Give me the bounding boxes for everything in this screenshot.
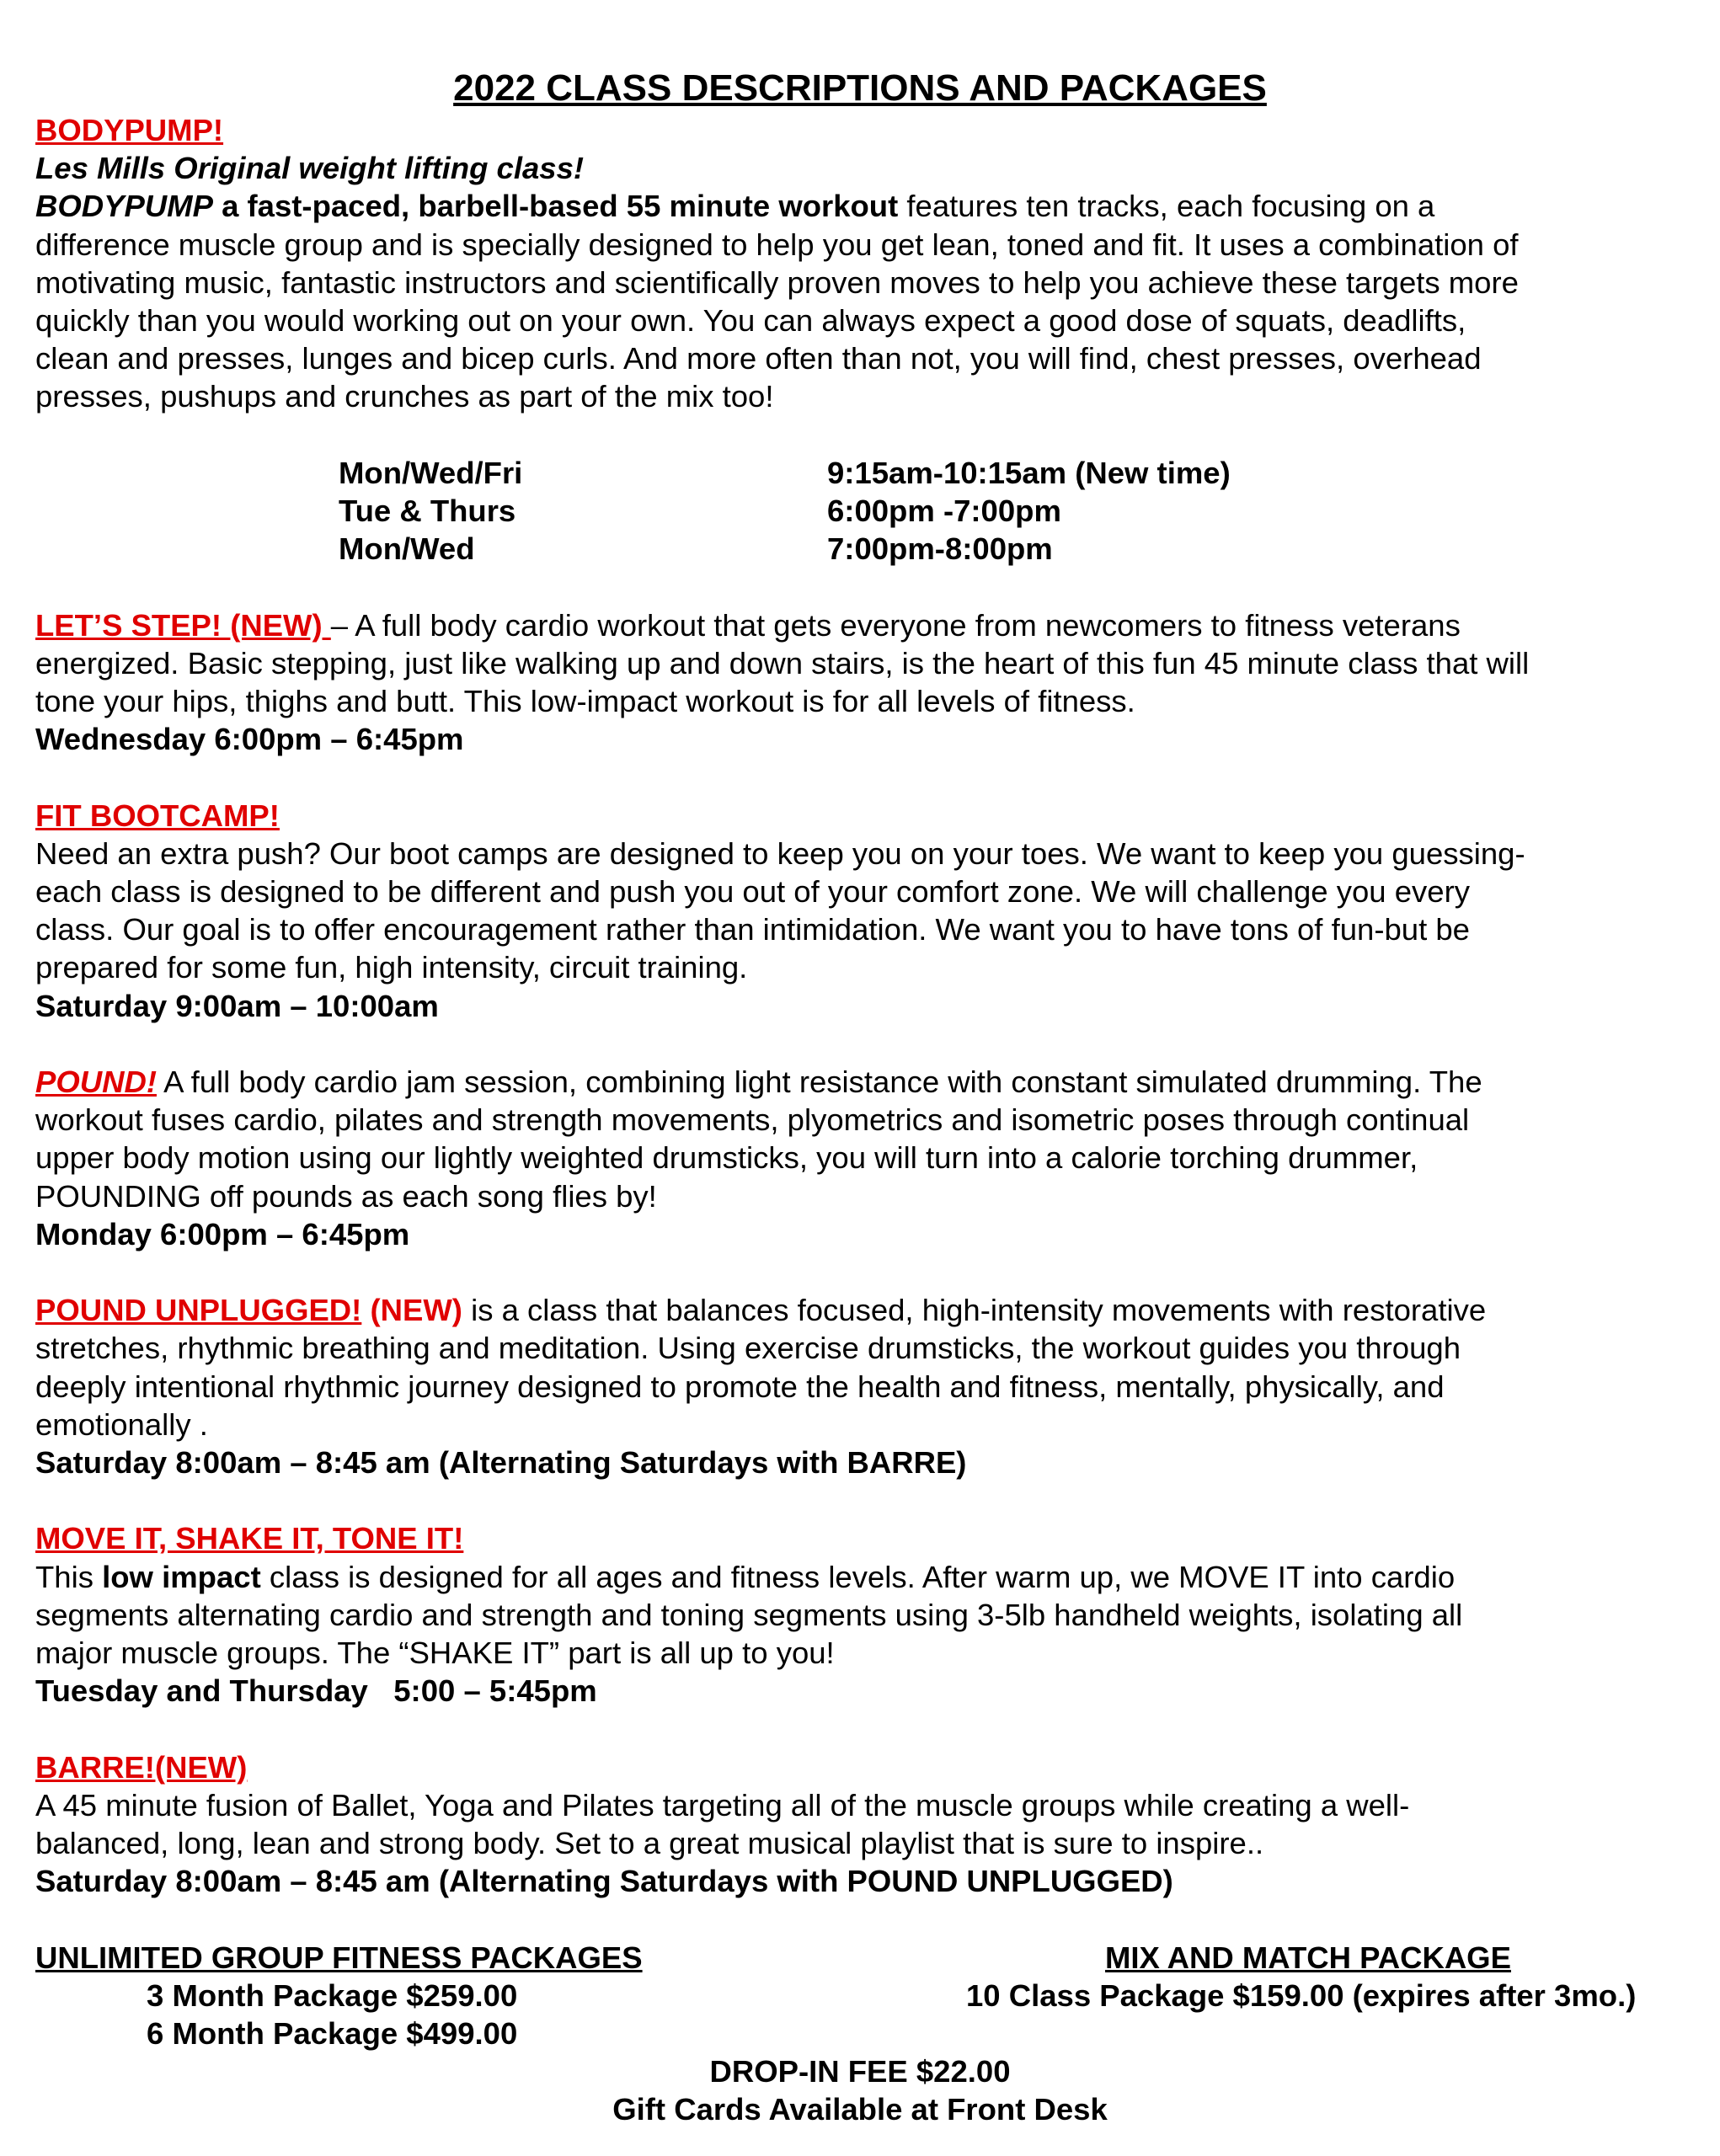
lets-step-desc-line <box>35 606 1686 644</box>
pound-unplugged-desc-line: stretches, rhythmic breathing and meditation. Using exercise drumsticks, the workout guides you through <box>35 1331 1461 1366</box>
bodypump-desc-line: clean and presses, lunges and bicep curls. And more often than not, you will find, chest presses, overhead <box>35 341 1482 376</box>
package-item: 3 Month Package $259.00 <box>147 1977 518 2013</box>
move-it-line-bold: low impact <box>102 1559 261 1594</box>
lets-step-line-text: – A full body cardio workout that gets everyone from newcomers to fitness veterans <box>330 607 1461 643</box>
section-barre <box>35 1748 1686 1901</box>
schedule-row <box>35 492 1686 530</box>
lets-step-heading: LET’S STEP! (NEW) <box>35 607 331 643</box>
gift-cards-note: Gift Cards Available at Front Desk <box>612 2092 1108 2127</box>
bootcamp-desc-line: class. Our goal is to offer encouragement rather than intimidation. We want you to have tons of fun-but be <box>35 912 1470 947</box>
bodypump-desc-line: difference muscle group and is specially designed to help you get lean, toned and fit. It uses a combination of <box>35 227 1519 262</box>
bodypump-desc-line <box>35 187 1686 225</box>
move-it-time: Tuesday and Thursday 5:00 – 5:45pm <box>35 1673 597 1709</box>
pound-line-text: A full body cardio jam session, combining light resistance with constant simulated drumming. The <box>156 1065 1482 1100</box>
bodypump-heading: BODYPUMP! <box>35 113 224 147</box>
schedule-time: 9:15am-10:15am (New time) <box>827 455 1231 490</box>
barre-heading: BARRE!(NEW) <box>35 1749 248 1785</box>
section-packages <box>35 1939 1686 2129</box>
packages-row <box>35 2015 1686 2052</box>
page-title: 2022 CLASS DESCRIPTIONS AND PACKAGES <box>453 67 1267 109</box>
schedule-days: Mon/Wed/Fri <box>339 455 523 490</box>
move-it-line-pre: This <box>35 1559 103 1594</box>
section-pound-unplugged <box>35 1291 1686 1481</box>
schedule-days: Mon/Wed <box>339 531 475 567</box>
lets-step-time: Wednesday 6:00pm – 6:45pm <box>35 722 464 757</box>
mix-match-heading: MIX AND MATCH PACKAGE <box>1105 1940 1511 1975</box>
pound-desc-line <box>35 1063 1686 1101</box>
section-bootcamp <box>35 797 1686 1025</box>
move-it-heading: MOVE IT, SHAKE IT, TONE IT! <box>35 1521 464 1556</box>
barre-time: Saturday 8:00am – 8:45 am (Alternating Saturdays with POUND UNPLUGGED) <box>35 1864 1173 1899</box>
section-bodypump <box>35 111 1686 568</box>
package-item: 6 Month Package $499.00 <box>147 2016 518 2052</box>
bodypump-desc-line: presses, pushups and crunches as part of the mix too! <box>35 379 774 414</box>
pound-unplugged-desc-line: emotionally . <box>35 1406 208 1442</box>
package-item: 10 Class Package $159.00 (expires after 3mo.) <box>966 1977 1637 2013</box>
bootcamp-desc-line: Need an extra push? Our boot camps are designed to keep you on your toes. We want to keep you guessing- <box>35 835 1525 871</box>
barre-desc-line: balanced, long, lean and strong body. Set to a great musical playlist that is sure to inspire.. <box>35 1826 1264 1861</box>
bodypump-schedule <box>35 454 1686 568</box>
pound-desc-line: upper body motion using our lightly weighted drumsticks, you will turn into a calorie torching drummer, <box>35 1140 1418 1176</box>
move-it-desc-line: major muscle groups. The “SHAKE IT” part is all up to you! <box>35 1636 835 1671</box>
pound-unplugged-time: Saturday 8:00am – 8:45 am (Alternating Saturdays with BARRE) <box>35 1445 967 1481</box>
section-lets-step <box>35 606 1686 759</box>
section-move-it <box>35 1519 1686 1710</box>
packages-row <box>35 1977 1686 2015</box>
schedule-row <box>35 454 1686 492</box>
bootcamp-time: Saturday 9:00am – 10:00am <box>35 988 439 1023</box>
packages-heading-row <box>35 1939 1686 1977</box>
schedule-time: 7:00pm-8:00pm <box>827 531 1053 567</box>
bodypump-line-text: features ten tracks, each focusing on a <box>898 189 1435 224</box>
pound-unplugged-new-tag: (NEW) <box>361 1293 462 1328</box>
lets-step-desc-line: tone your hips, thighs and butt. This low-impact workout is for all levels of fitness. <box>35 684 1135 719</box>
bodypump-lead-bold: a fast-paced, barbell-based 55 minute workout <box>212 189 899 224</box>
document <box>35 66 1686 2129</box>
schedule-time: 6:00pm -7:00pm <box>827 494 1061 529</box>
pound-unplugged-line-text: is a class that balances focused, high-intensity movements with restorative <box>462 1293 1487 1328</box>
bodypump-desc-line: motivating music, fantastic instructors and scientifically proven moves to help you achieve these targets more <box>35 264 1519 300</box>
move-it-desc-line <box>35 1558 1686 1596</box>
pound-heading: POUND! <box>35 1065 157 1100</box>
move-it-line-post: class is designed for all ages and fitness levels. After warm up, we MOVE IT into cardio <box>260 1559 1456 1594</box>
bodypump-lead-name: BODYPUMP <box>35 189 213 224</box>
schedule-days: Tue & Thurs <box>339 494 516 529</box>
move-it-desc-line: segments alternating cardio and strength and toning segments using 3-5lb handheld weights, isolating all <box>35 1597 1463 1632</box>
bodypump-desc-line: quickly than you would working out on your own. You can always expect a good dose of squats, deadlifts, <box>35 303 1466 339</box>
unlimited-packages-heading: UNLIMITED GROUP FITNESS PACKAGES <box>35 1940 643 1975</box>
pound-desc-line: POUNDING off pounds as each song flies by! <box>35 1178 657 1214</box>
bodypump-tagline: Les Mills Original weight lifting class! <box>35 151 585 186</box>
drop-in-fee: DROP-IN FEE $22.00 <box>709 2054 1011 2089</box>
pound-unplugged-heading: POUND UNPLUGGED! <box>35 1293 362 1328</box>
schedule-row <box>35 530 1686 568</box>
pound-desc-line: workout fuses cardio, pilates and strength movements, plyometrics and isometric poses through continual <box>35 1102 1470 1138</box>
bootcamp-desc-line: prepared for some fun, high intensity, circuit training. <box>35 950 748 985</box>
section-pound <box>35 1063 1686 1253</box>
bootcamp-desc-line: each class is designed to be different and push you out of your comfort zone. We will challenge you every <box>35 874 1470 910</box>
pound-unplugged-desc-line: deeply intentional rhythmic journey designed to promote the health and fitness, mentally, physically, and <box>35 1369 1445 1404</box>
bootcamp-heading: FIT BOOTCAMP! <box>35 798 280 833</box>
barre-desc-line: A 45 minute fusion of Ballet, Yoga and Pilates targeting all of the muscle groups while creating a well- <box>35 1787 1410 1822</box>
pound-time: Monday 6:00pm – 6:45pm <box>35 1216 410 1251</box>
lets-step-desc-line: energized. Basic stepping, just like walking up and down stairs, is the heart of this fun 45 minute class that will <box>35 645 1530 680</box>
pound-unplugged-desc-line <box>35 1291 1686 1329</box>
